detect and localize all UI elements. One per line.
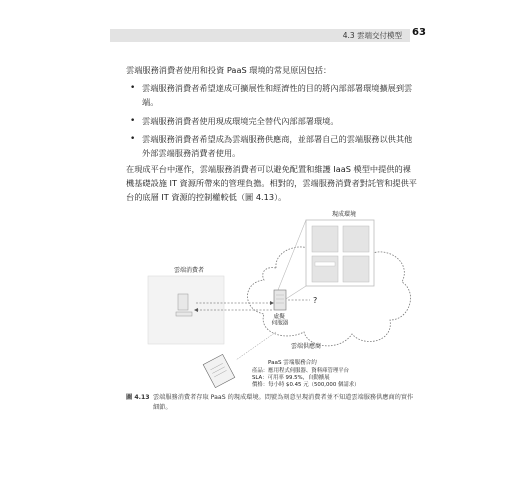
contract-line-2: SLA：可用率 99.5%，自動擴展 [252, 375, 330, 381]
contract-document-icon [203, 354, 235, 387]
intro-paragraph: 雲端服務消費者使用和投資 PaaS 環境的常見原因包括： [126, 65, 332, 75]
virtual-server-label-line1: 虛擬 [273, 314, 285, 320]
virtual-server-label-line2: 伺服器 [271, 320, 289, 327]
figure-caption [126, 393, 418, 413]
page-number: 63 [412, 27, 426, 38]
figure-4-13 [126, 210, 416, 390]
provider-label: 雲端供應商 [291, 343, 322, 350]
contract-line-1: 產品：應用程式伺服器、資料庫管理平台 [252, 368, 350, 374]
consumer-label: 雲端消費者 [174, 267, 205, 274]
reasons-list [126, 82, 416, 166]
list-item: • 雲端服務消費者使用現成環境完全替代內部部署環境。 [126, 115, 416, 129]
list-item: • 雲端服務消費者希望達成可擴展性和經濟性的目的將內部部署環境擴展到雲端。 [126, 82, 416, 110]
virtual-server-icon [274, 290, 286, 310]
list-item: • 雲端服務消費者希望成為雲端服務供應商，並部署自己的雲端服務以供其他外部雲端服務消費者使用。 [126, 133, 416, 161]
contract-title: PaaS 雲端服務合約 [268, 360, 317, 366]
question-mark: ? [313, 296, 318, 305]
consumer-computer-icon [178, 294, 188, 310]
body-paragraph: 在現成平台中運作，雲端服務消費者可以避免配置和維護 IaaS 模型中提供的裸機基礎設施 IT 資源所帶來的管理負擔。相對的，雲端服務消費者對託管和提供平台的底層 IT 資源的控制權較低（圖 4.13）。 [126, 164, 417, 202]
ready-env-label: 現成環境 [332, 211, 357, 218]
running-header-section: 4.3 雲端交付模型 [342, 31, 402, 40]
figure-caption-text: 雲端服務消費者存取 PaaS 的現成環境。問號為刻意呈現消費者並不知道雲端服務供應商的實作細節。 [153, 394, 414, 411]
virtual-server-label [272, 312, 289, 327]
contract-line-3: 價格：每小時 $0.45 元（500,000 個請求） [252, 382, 360, 388]
figure-number: 圖 4.13 [126, 394, 150, 401]
